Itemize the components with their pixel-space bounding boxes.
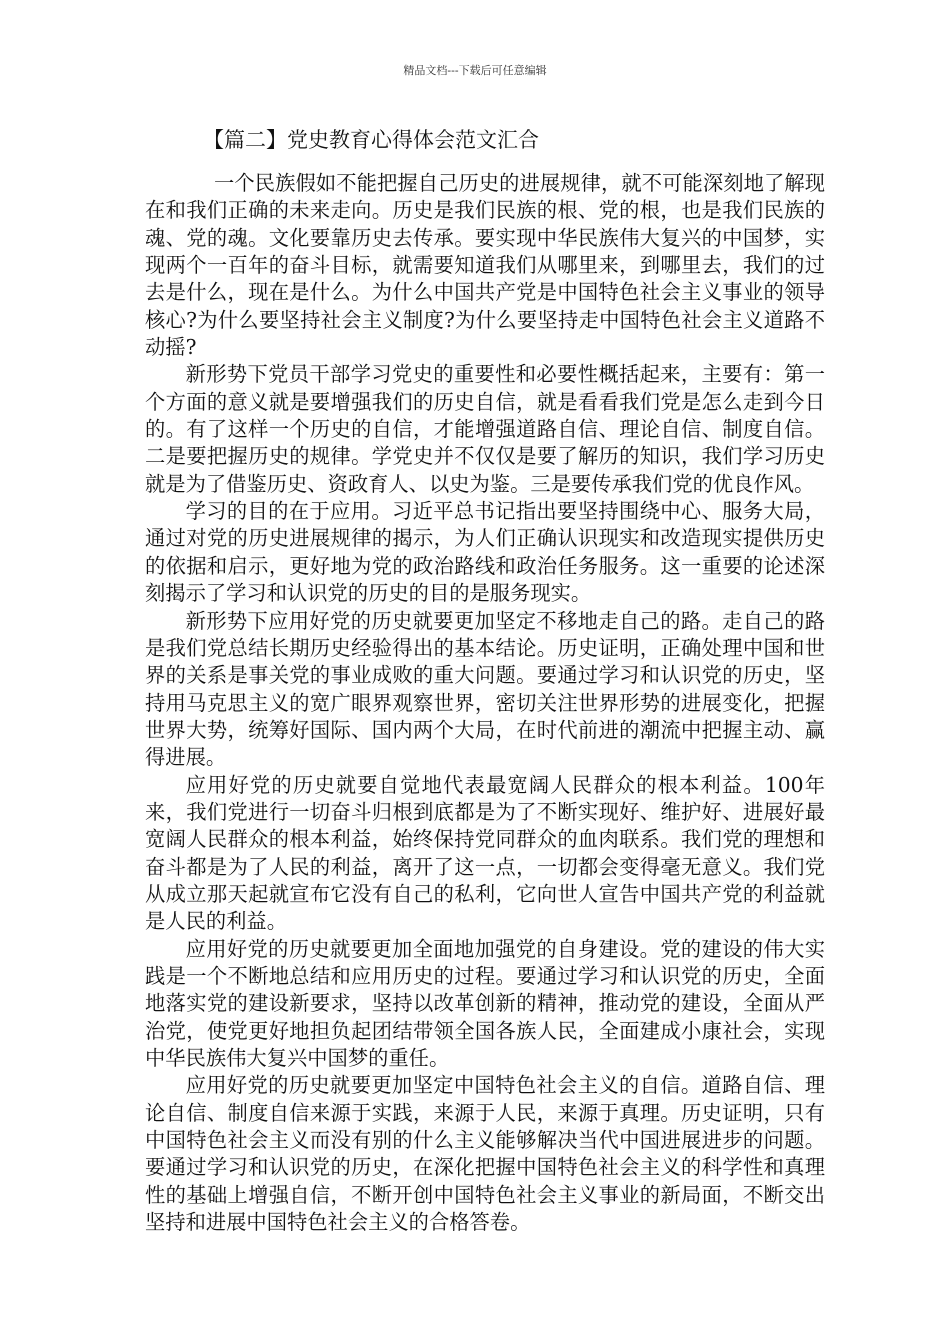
paragraph-3: 学习的目的在于应用。习近平总书记指出要坚持围绕中心、服务大局，通过对党的历史进展规律的揭示，为人们正确认识现实和改造现实提供历史的依据和启示，更好地为党的政治路线和政治任务服务。这一重要的论述深刻揭示了学习和认识党的历史的目的是服务现实。 [145,499,825,606]
paragraph-5: 应用好党的历史就要自觉地代表最宽阔人民群众的根本利益。100年来，我们党进行一切奋斗归根到底都是为了不断实现好、维护好、进展好最宽阔人民群众的根本利益，始终保持党同群众的血肉联系。我们党的理想和奋斗都是为了人民的利益，离开了这一点，一切都会变得毫无意义。我们党从成立那天起就宣布它没有自己的私利，它向世人宣告中国共产党的利益就是人民的利益。 [145,772,825,934]
paragraph-7: 应用好党的历史就要更加坚定中国特色社会主义的自信。道路自信、理论自信、制度自信来源于实践，来源于人民，来源于真理。历史证明，只有中国特色社会主义而没有别的什么主义能够解决当代中国进展进步的问题。要通过学习和认识党的历史，在深化把握中国特色社会主义的科学性和真理性的基础上增强自信，不断开创中国特色社会主义事业的新局面，不断交出坚持和进展中国特色社会主义的合格答卷。 [145,1073,825,1235]
paragraph-2: 新形势下党员干部学习党史的重要性和必要性概括起来，主要有：第一个方面的意义就是要增强我们的历史自信，就是看看我们党是怎么走到今日的。有了这样一个历史的自信，才能增强道路自信、理论自信、制度自信。二是要把握历史的规律。学党史并不仅仅是要了解历的知识，我们学习历史就是为了借鉴历史、资政育人、以史为鉴。三是要传承我们党的优良作风。 [145,362,825,496]
paragraph-1: 一个民族假如不能把握自己历史的进展规律，就不可能深刻地了解现在和我们正确的未来走向。历史是我们民族的根、党的根，也是我们民族的魂、党的魂。文化要靠历史去传承。要实现中华民族伟大复兴的中国梦，实现两个一百年的奋斗目标，就需要知道我们从哪里来，到哪里去，我们的过去是什么，现在是什么。为什么中国共产党是中国特色社会主义事业的领导核心?为什么要坚持社会主义制度?为什么要坚持走中国特色社会主义道路不动摇? [145,171,825,360]
document-title: 【篇二】党史教育心得体会范文汇合 [203,128,539,152]
paragraph-6: 应用好党的历史就要更加全面地加强党的自身建设。党的建设的伟大实践是一个不断地总结和应用历史的过程。要通过学习和认识党的历史，全面地落实党的建设新要求，坚持以改革创新的精神，推动党的建设，全面从严治党，使党更好地担负起团结带领全国各族人民，全面建成小康社会，实现中华民族伟大复兴中国梦的重任。 [145,936,825,1070]
paragraph-4: 新形势下应用好党的历史就要更加坚定不移地走自己的路。走自己的路是我们党总结长期历史经验得出的基本结论。历史证明，正确处理中国和世界的关系是事关党的事业成败的重大问题。要通过学习和认识党的历史，坚持用马克思主义的宽广眼界观察世界，密切关注世界形势的进展变化，把握世界大势，统筹好国际、国内两个大局，在时代前进的潮流中把握主动、赢得进展。 [145,608,825,770]
page-header: 精品文档---下载后可任意编辑 [403,64,547,77]
document-body [145,170,825,1236]
